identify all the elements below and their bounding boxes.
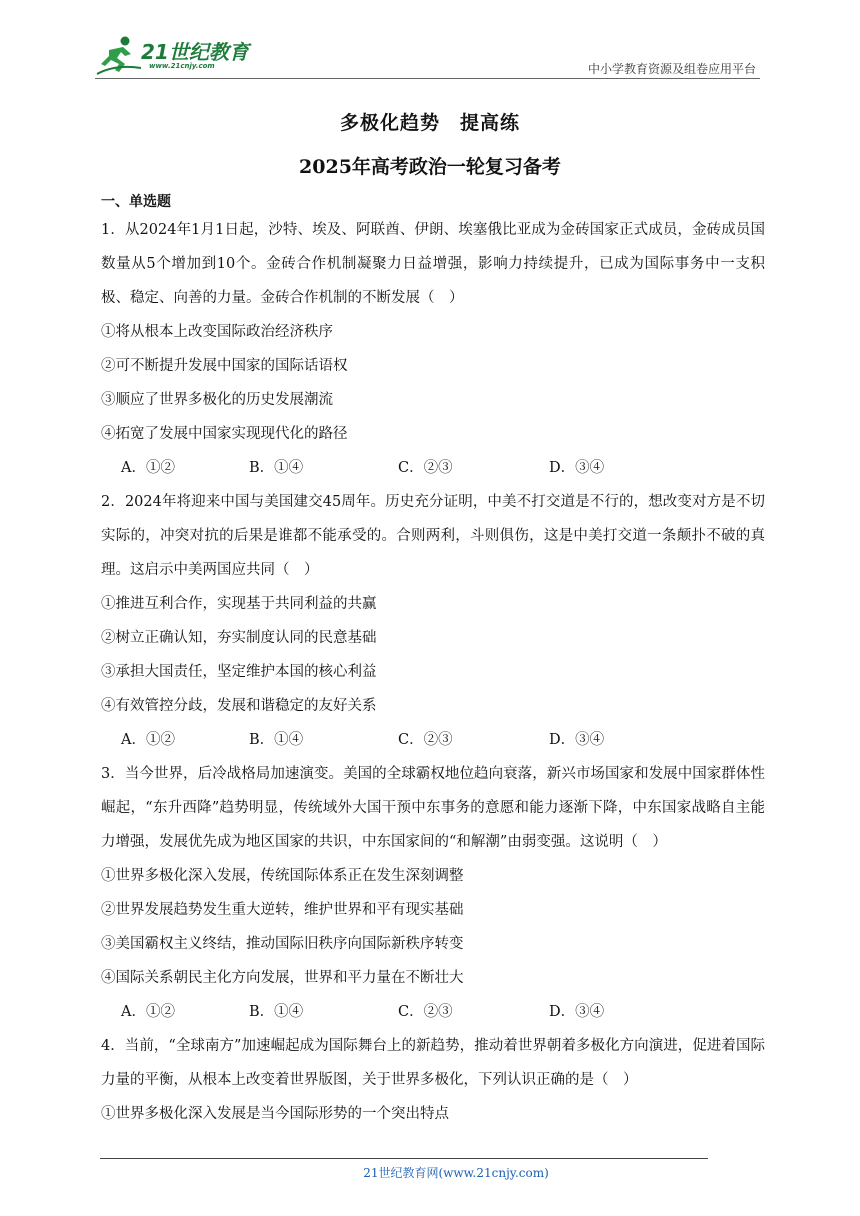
footer-divider (100, 1158, 708, 1159)
answer-choices (101, 723, 765, 757)
choice-b[interactable]: B．①④ (249, 1004, 304, 1020)
statement-option: ③顺应了世界多极化的历史发展潮流 (101, 392, 333, 408)
site-logo[interactable] (95, 34, 265, 76)
choice-a[interactable]: A．①② (121, 460, 175, 476)
choice-d[interactable]: D．③④ (549, 732, 605, 748)
statement-option: ④有效管控分歧，发展和谐稳定的友好关系 (101, 698, 377, 714)
question-2 (101, 485, 765, 757)
question-stem: 4．当前，“全球南方”加速崛起成为国际舞台上的新趋势，推动着世界朝着多极化方向演进，促进着国际力量的平衡，从根本上改变着世界版图，关于世界多极化，下列认识正确的是（ ） (101, 1038, 765, 1088)
choice-c[interactable]: C．②③ (398, 732, 453, 748)
answer-choices (101, 995, 765, 1029)
question-3 (101, 757, 765, 1029)
statement-option: ①世界多极化深入发展是当今国际形势的一个突出特点 (101, 1106, 449, 1122)
page-title: 多极化趋势 提高练 (339, 112, 520, 134)
question-list (101, 213, 765, 1131)
section-heading: 一、单选题 (101, 194, 171, 210)
choice-d[interactable]: D．③④ (549, 460, 605, 476)
statement-option: ①推进互利合作，实现基于共同利益的共赢 (101, 596, 377, 612)
statement-option: ②世界发展趋势发生重大逆转，维护世界和平有现实基础 (101, 902, 464, 918)
page-header (95, 30, 760, 80)
platform-label: 中小学教育资源及组卷应用平台 (587, 62, 756, 76)
question-1 (101, 213, 765, 485)
question-stem: 1．从2024年1月1日起，沙特、埃及、阿联酋、伊朗、埃塞俄比亚成为金砖国家正式成员，金砖成员国数量从5个增加到10个。金砖合作机制凝聚力日益增强，影响力持续提升，已成为国际事务中一支积极、稳定、向善的力量。金砖合作机制的不断发展（ ） (101, 222, 765, 306)
statement-option: ②可不断提升发展中国家的国际话语权 (101, 358, 348, 374)
choice-d[interactable]: D．③④ (549, 1004, 605, 1020)
statement-option: ③承担大国责任，坚定维护本国的核心利益 (101, 664, 377, 680)
question-stem: 2．2024年将迎来中国与美国建交45周年。历史充分证明，中美不打交道是不行的，想改变对方是不切实际的，冲突对抗的后果是谁都不能承受的。合则两利，斗则俱伤，这是中美打交道一条颠扑不破的真理。这启示中美两国应共同（ ） (101, 494, 765, 578)
footer-link[interactable]: 21世纪教育网(www.21cnjy.com) (363, 1166, 549, 1180)
choice-c[interactable]: C．②③ (398, 1004, 453, 1020)
question-stem: 3．当今世界，后冷战格局加速演变。美国的全球霸权地位趋向衰落，新兴市场国家和发展中国家群体性崛起，“东升西降”趋势明显，传统域外大国干预中东事务的意愿和能力逐渐下降，中东国家战略自主能力增强，发展优先成为地区国家的共识，中东国家间的“和解潮”由弱变强。这说明（ ） (101, 766, 765, 850)
header-divider (95, 78, 760, 79)
statement-option: ③美国霸权主义终结，推动国际旧秩序向国际新秩序转变 (101, 936, 464, 952)
answer-choices (101, 451, 765, 485)
choice-b[interactable]: B．①④ (249, 460, 304, 476)
statement-option: ④拓宽了发展中国家实现现代化的路径 (101, 426, 348, 442)
statement-option: ④国际关系朝民主化方向发展，世界和平力量在不断壮大 (101, 970, 464, 986)
statement-option: ①世界多极化深入发展，传统国际体系正在发生深刻调整 (101, 868, 464, 884)
question-4 (101, 1029, 765, 1131)
choice-a[interactable]: A．①② (121, 732, 175, 748)
statement-option: ①将从根本上改变国际政治经济秩序 (101, 324, 333, 340)
logo-text: 21世纪教育 (141, 40, 249, 64)
runner-logo-icon (95, 34, 143, 76)
statement-option: ②树立正确认知，夯实制度认同的民意基础 (101, 630, 377, 646)
choice-a[interactable]: A．①② (121, 1004, 175, 1020)
choice-c[interactable]: C．②③ (398, 460, 453, 476)
choice-b[interactable]: B．①④ (249, 732, 304, 748)
logo-url: www.21cnjy.com (149, 62, 215, 70)
page-subtitle: 2025年高考政治一轮复习备考 (299, 156, 561, 178)
